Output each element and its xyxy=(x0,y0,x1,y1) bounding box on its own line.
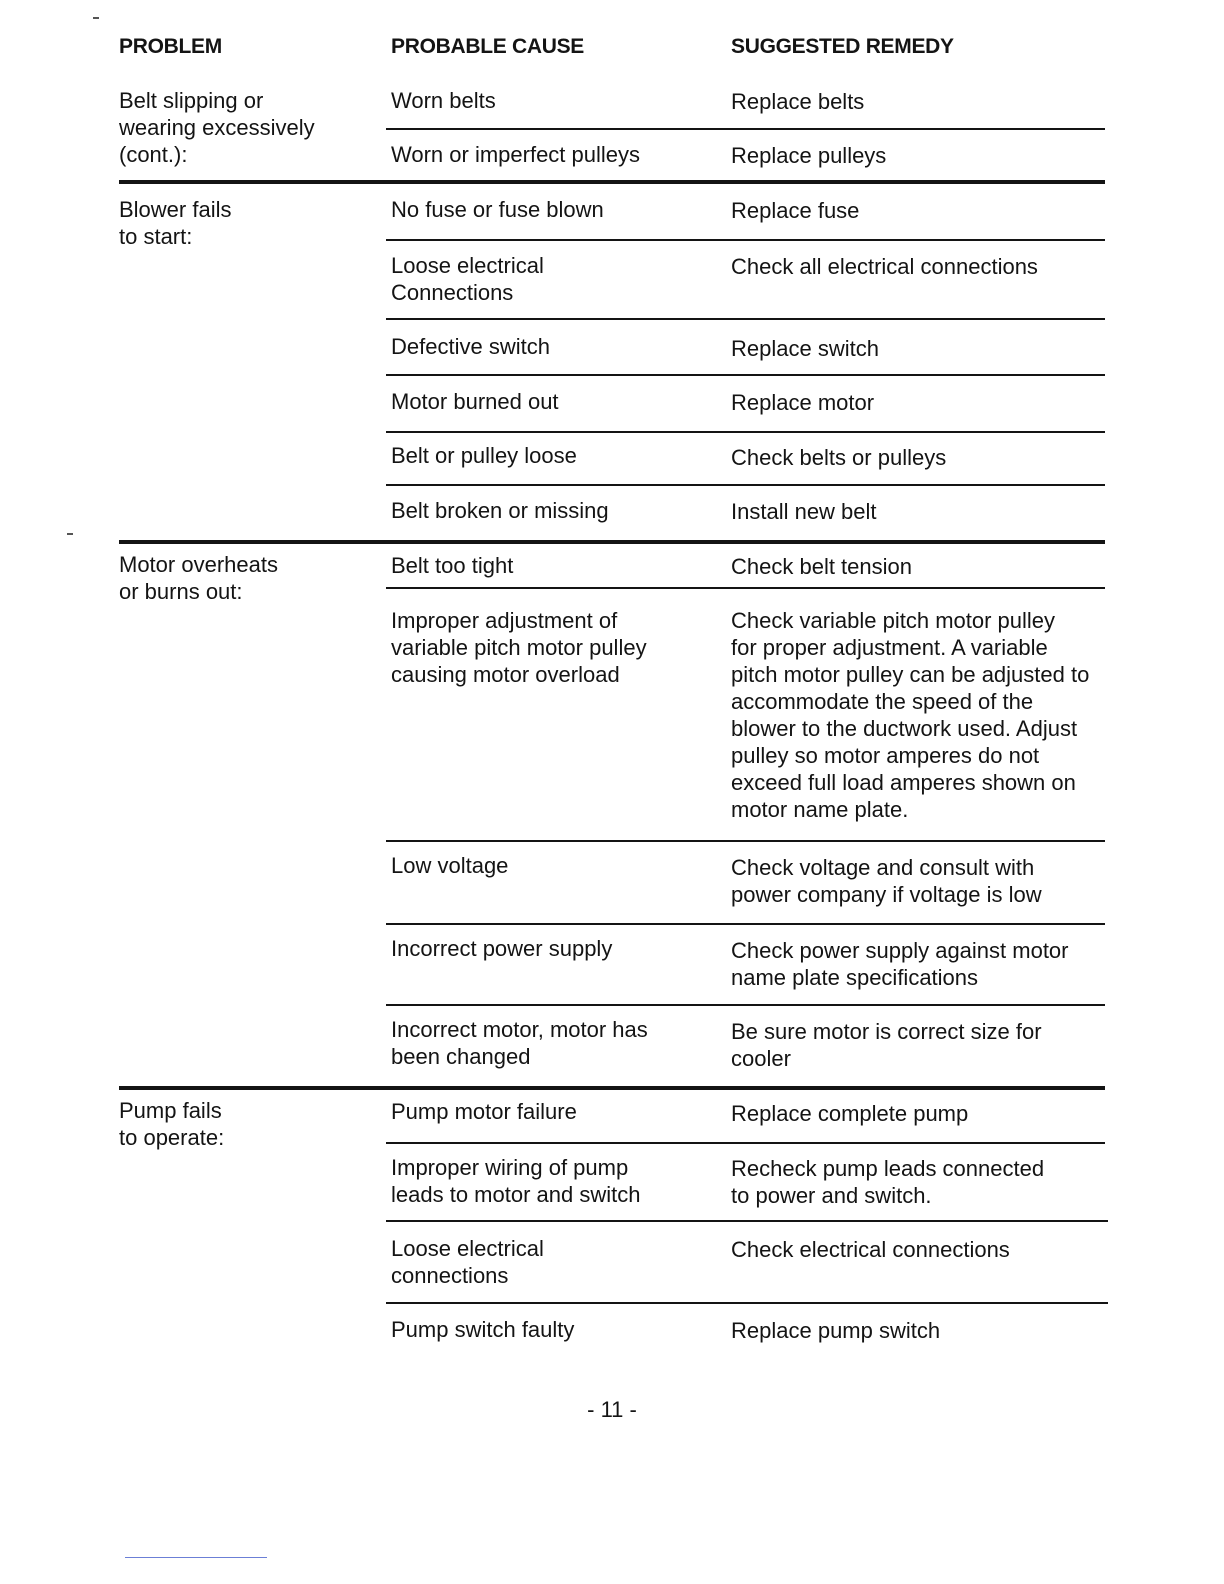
footer-line xyxy=(125,1557,267,1558)
cause-cell: Incorrect motor, motor has been changed xyxy=(391,1017,648,1069)
row-divider xyxy=(386,923,1105,925)
row-divider xyxy=(386,587,1105,589)
cause-cell: Low voltage xyxy=(391,853,509,878)
problem-pump-fails: Pump fails to operate: xyxy=(119,1098,225,1150)
remedy-cell: Check variable pitch motor pulley for proper adjustment. A variable pitch motor pulley can be adjusted to accommodate the speed of the blower to the ductwork used. Adjust pulley so motor amperes do not exceed full load amperes shown on motor name plate. xyxy=(731,608,1090,822)
remedy-cell: Check power supply against motor name plate specifications xyxy=(731,938,1069,990)
group-divider xyxy=(119,180,1105,184)
cause-cell: Belt or pulley loose xyxy=(391,443,577,468)
problem-column-header: PROBLEM xyxy=(119,35,222,58)
problem-belt-slipping: Belt slipping or wearing excessively (cont.): xyxy=(119,88,315,167)
group-divider xyxy=(119,540,1105,544)
remedy-cell: Check belt tension xyxy=(731,554,912,579)
cause-cell: Worn belts xyxy=(391,88,496,113)
row-divider xyxy=(386,1220,1108,1222)
suggested-remedy-column-header: SUGGESTED REMEDY xyxy=(731,35,954,58)
cause-cell: Loose electrical connections xyxy=(391,1236,544,1288)
remedy-cell: Replace pump switch xyxy=(731,1318,941,1343)
remedy-cell: Replace pulleys xyxy=(731,143,887,168)
problem-motor-overheats: Motor overheats or burns out: xyxy=(119,552,278,604)
row-divider xyxy=(386,239,1105,241)
remedy-cell: Replace switch xyxy=(731,336,879,361)
row-divider xyxy=(386,484,1105,486)
probable-cause-column-header: PROBABLE CAUSE xyxy=(391,35,584,58)
remedy-cell: Replace motor xyxy=(731,390,875,415)
cause-cell: Incorrect power supply xyxy=(391,936,613,961)
table-header xyxy=(0,33,1224,63)
cause-cell: Belt too tight xyxy=(391,553,514,578)
cause-cell: Improper adjustment of variable pitch motor pulley causing motor overload xyxy=(391,608,647,687)
remedy-cell: Check belts or pulleys xyxy=(731,445,947,470)
cause-cell: Belt broken or missing xyxy=(391,498,609,523)
cause-cell: Motor burned out xyxy=(391,389,559,414)
remedy-cell: Recheck pump leads connected to power and switch. xyxy=(731,1156,1045,1208)
group-divider xyxy=(119,1086,1105,1090)
cause-cell: Pump switch faulty xyxy=(391,1317,575,1342)
remedy-cell: Replace belts xyxy=(731,89,865,114)
row-divider xyxy=(386,840,1105,842)
remedy-cell: Replace complete pump xyxy=(731,1101,969,1126)
cause-cell: No fuse or fuse blown xyxy=(391,197,604,222)
row-divider xyxy=(386,374,1105,376)
cause-cell: Defective switch xyxy=(391,334,550,359)
remedy-cell: Check all electrical connections xyxy=(731,254,1038,279)
cause-cell: Pump motor failure xyxy=(391,1099,577,1124)
row-divider xyxy=(386,1302,1108,1304)
cause-cell: Improper wiring of pump leads to motor and switch xyxy=(391,1155,641,1207)
row-divider xyxy=(386,318,1105,320)
remedy-cell: Replace fuse xyxy=(731,198,860,223)
remedy-cell: Check electrical connections xyxy=(731,1237,1010,1262)
scan-mark xyxy=(67,533,73,535)
page-number: - 11 - xyxy=(587,1397,637,1422)
row-divider xyxy=(386,1004,1105,1006)
row-divider xyxy=(386,431,1105,433)
remedy-cell: Install new belt xyxy=(731,499,877,524)
row-divider xyxy=(386,128,1105,130)
remedy-cell: Check voltage and consult with power company if voltage is low xyxy=(731,855,1042,907)
cause-cell: Loose electrical Connections xyxy=(391,253,544,305)
cause-cell: Worn or imperfect pulleys xyxy=(391,142,641,167)
remedy-cell: Be sure motor is correct size for cooler xyxy=(731,1019,1042,1071)
problem-blower-fails: Blower fails to start: xyxy=(119,197,232,249)
scan-mark xyxy=(93,17,99,19)
row-divider xyxy=(386,1142,1105,1144)
